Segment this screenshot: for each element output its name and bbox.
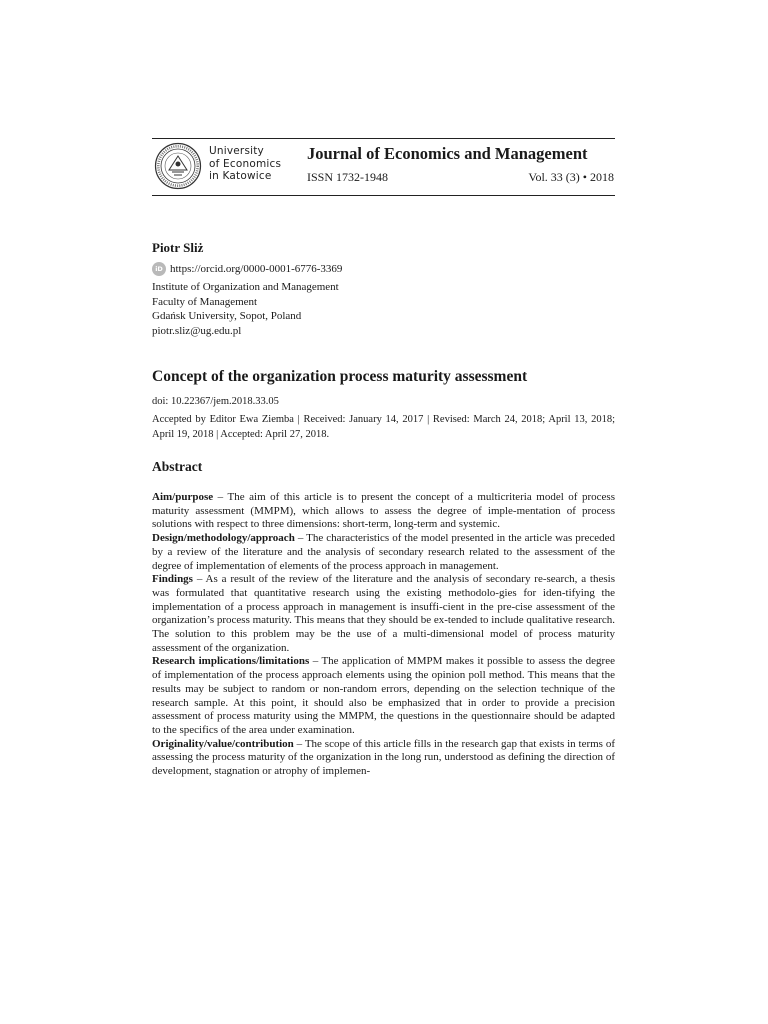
- article-history: Accepted by Editor Ewa Ziemba | Received: January 14, 2017 | Revised: March 24, 2018; April 13, 2018; April 19, 2018 | Accepted: April 27, 2018.: [152, 414, 615, 440]
- header-top-rule: [152, 138, 615, 139]
- orcid-icon: iD: [152, 262, 166, 276]
- abstract-heading: Abstract: [152, 459, 203, 474]
- issn: ISSN 1732-1948: [307, 170, 389, 184]
- orcid-line: [152, 262, 342, 276]
- abstract-section: [152, 573, 615, 655]
- abstract-section-text: – The aim of this article is to present the concept of a multicriteria model of process maturity assessment (MMPM), which allows to assess the degree of imple-mentation of process solutions with respect to three dimensions: short-term, long-term and systemic.: [152, 491, 615, 531]
- affiliation-line: Faculty of Management: [152, 295, 258, 308]
- university-line: of Economics: [209, 157, 282, 170]
- article-doi: doi: 10.22367/jem.2018.33.05: [152, 396, 279, 407]
- affiliation-line: Institute of Organization and Management: [152, 281, 339, 293]
- university-line: University: [209, 145, 264, 157]
- author-name: Piotr Sliż: [152, 240, 204, 255]
- abstract-section-label: Research implications/limitations: [152, 655, 310, 668]
- orcid-link[interactable]: https://orcid.org/0000-0001-6776-3369: [170, 263, 343, 275]
- abstract-section: [152, 738, 615, 779]
- author-affiliation: [152, 280, 339, 338]
- journal-title: Journal of Economics and Management: [307, 144, 588, 163]
- abstract-section-label: Design/methodology/approach: [152, 532, 295, 545]
- abstract-section: [152, 491, 615, 532]
- abstract-section-label: Aim/purpose: [152, 491, 214, 503]
- university-line: in Katowice: [209, 170, 272, 182]
- university-name: [209, 145, 281, 183]
- abstract-body: [152, 491, 615, 779]
- abstract-section-text: – The characteristics of the model presented in the article was preceded by a review of the literature and the analysis of secondary research related to the assessment of the degree of implementation of elements of the process approach in management.: [152, 532, 615, 572]
- article-title: Concept of the organization process maturity assessment: [152, 368, 528, 385]
- abstract-section-text: – As a result of the review of the literature and the analysis of secondary re-search, a thesis was formulated that quantitative research using the existing methodolo-gies for iden-tifying the implementation of a process approach in management is insuffi-cient in the pre-cise assessment of the organization’s process maturity. This means that they should be ex-tended to include qualitative research. The solution to this problem may be the use of a multi-dimensional model of process maturity assessment of the organization.: [152, 573, 615, 654]
- abstract-section: [152, 655, 615, 737]
- abstract-section-text: – The application of MMPM makes it possible to assess the degree of implementation of the process approach elements using the opinion poll method. This means that the results may be subject to random or non-random errors, depending on the selection technique of the research sample. At this point, it should also be emphasized that in order to provide a precision assessment of process maturity using the MMPM, the questions in the questionnaire should be adapted to the specifics of the area under examination.: [152, 655, 615, 736]
- university-seal-icon: [154, 142, 202, 190]
- header-bottom-rule: [152, 195, 615, 196]
- abstract-section-label: Findings: [152, 573, 193, 586]
- author-email[interactable]: piotr.sliz@ug.edu.pl: [152, 324, 242, 337]
- affiliation-line: Gdańsk University, Sopot, Poland: [152, 310, 302, 322]
- abstract-section-text: – The scope of this article fills in the research gap that exists in terms of assessing the process maturity of the organization in the long run, understood as defining the direction of development, stagnation or atrophy of implemen-: [152, 737, 615, 778]
- abstract-section: [152, 532, 615, 573]
- volume-info: Vol. 33 (3) • 2018: [528, 170, 614, 184]
- abstract-section-label: Originality/value/contribution: [152, 737, 294, 750]
